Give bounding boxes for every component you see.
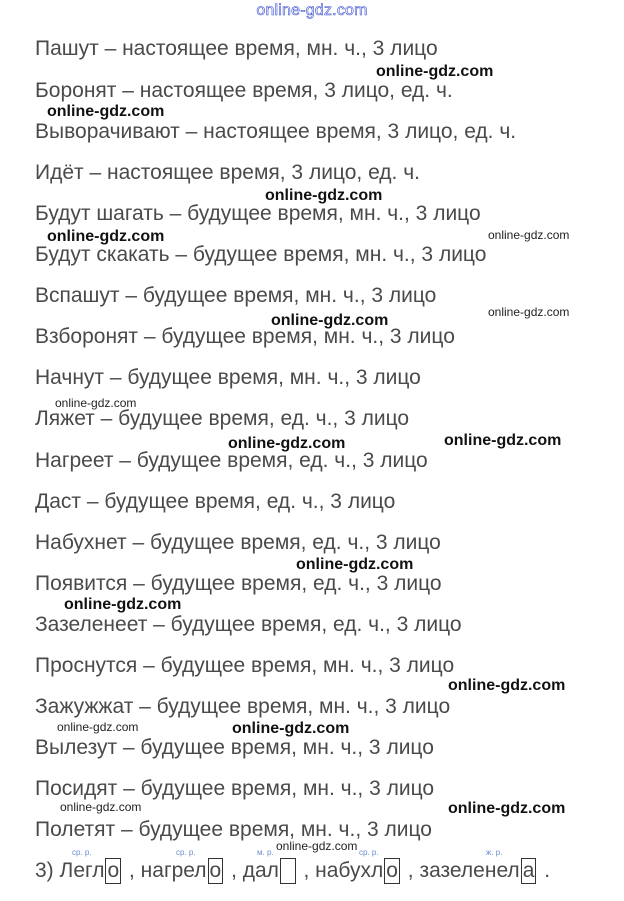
gram-label: ср. р. — [359, 848, 379, 857]
answer-line: Полетят – будущее время, мн. ч., 3 лицо — [35, 818, 432, 841]
word-stem: Легл — [59, 859, 105, 882]
answer-line: Будут шагать – будущее время, мн. ч., 3 лицо — [35, 202, 481, 225]
watermark: online-gdz.com — [448, 800, 566, 817]
header-watermark: online-gdz.com — [256, 2, 368, 19]
watermark: online-gdz.com — [47, 103, 165, 120]
watermark: online-gdz.com — [296, 556, 414, 573]
answer-line: Будут скакать – будущее время, мн. ч., 3 лицо — [35, 243, 487, 266]
answer-line: Взборонят – будущее время, мн. ч., 3 лицо — [35, 325, 455, 348]
word-ending: о — [107, 859, 120, 882]
word-ending: о — [386, 859, 398, 882]
gram-label: ср. р. — [72, 848, 92, 857]
word-stem: дал — [242, 859, 279, 882]
word-ending: о — [209, 859, 222, 882]
watermark: online-gdz.com — [444, 432, 562, 449]
answer-line: Посидят – будущее время, мн. ч., 3 лицо — [35, 777, 435, 800]
watermark: online-gdz.com — [271, 312, 389, 329]
word-stem: нагрел — [140, 859, 207, 882]
word-ending: а — [522, 859, 535, 882]
watermark: online-gdz.com — [64, 596, 182, 613]
final-period: . — [544, 859, 551, 882]
separator: , — [303, 859, 310, 882]
answer-line: Идёт – настоящее время, 3 лицо, ед. ч. — [35, 161, 420, 184]
answer-line: Нагреет – будущее время, ед. ч., 3 лицо — [35, 449, 428, 472]
answer-line: Вылезут – будущее время, мн. ч., 3 лицо — [35, 736, 434, 759]
task3-line — [35, 858, 550, 884]
task-number: 3) — [35, 859, 54, 882]
watermark: online-gdz.com — [265, 187, 383, 204]
separator: , — [231, 859, 237, 882]
word-stem: зазеленел — [419, 859, 520, 882]
answer-line: Вспашут – будущее время, мн. ч., 3 лицо — [35, 284, 437, 307]
answer-line: Набухнет – будущее время, ед. ч., 3 лицо — [35, 531, 441, 554]
watermark: online-gdz.com — [47, 228, 165, 245]
watermark: online-gdz.com — [488, 228, 570, 242]
watermark: online-gdz.com — [376, 63, 494, 80]
separator: , — [128, 859, 135, 882]
gram-label: ж. р. — [486, 848, 503, 857]
answer-line: Появится – будущее время, ед. ч., 3 лицо — [35, 572, 442, 595]
watermark: online-gdz.com — [276, 839, 358, 853]
answer-line: Выворачивают – настоящее время, 3 лицо, ед. ч. — [35, 120, 517, 143]
answer-line: Ляжет – будущее время, ед. ч., 3 лицо — [35, 407, 410, 430]
watermark: online-gdz.com — [228, 435, 346, 452]
watermark: online-gdz.com — [57, 720, 139, 734]
watermark: online-gdz.com — [448, 677, 566, 694]
answer-line: Пашут – настоящее время, мн. ч., 3 лицо — [35, 37, 438, 60]
gram-label: м. р. — [257, 848, 274, 857]
answer-line: Даст – будущее время, ед. ч., 3 лицо — [35, 490, 396, 513]
answer-line: Зажужжат – будущее время, мн. ч., 3 лицо — [35, 695, 451, 718]
separator: , — [407, 859, 414, 882]
word-ending-empty — [280, 858, 296, 884]
answer-line: Проснутся – будущее время, мн. ч., 3 лицо — [35, 654, 455, 677]
watermark: online-gdz.com — [232, 720, 350, 737]
answer-line: Начнут – будущее время, мн. ч., 3 лицо — [35, 366, 421, 389]
watermark: online-gdz.com — [488, 305, 570, 319]
watermark: online-gdz.com — [60, 800, 142, 814]
answer-line: Боронят – настоящее время, 3 лицо, ед. ч. — [35, 79, 453, 102]
answer-line: Зазеленеет – будущее время, ед. ч., 3 лицо — [35, 613, 462, 636]
watermark: online-gdz.com — [55, 396, 137, 410]
gram-label: ср. р. — [176, 848, 196, 857]
word-stem: набухл — [315, 859, 384, 882]
